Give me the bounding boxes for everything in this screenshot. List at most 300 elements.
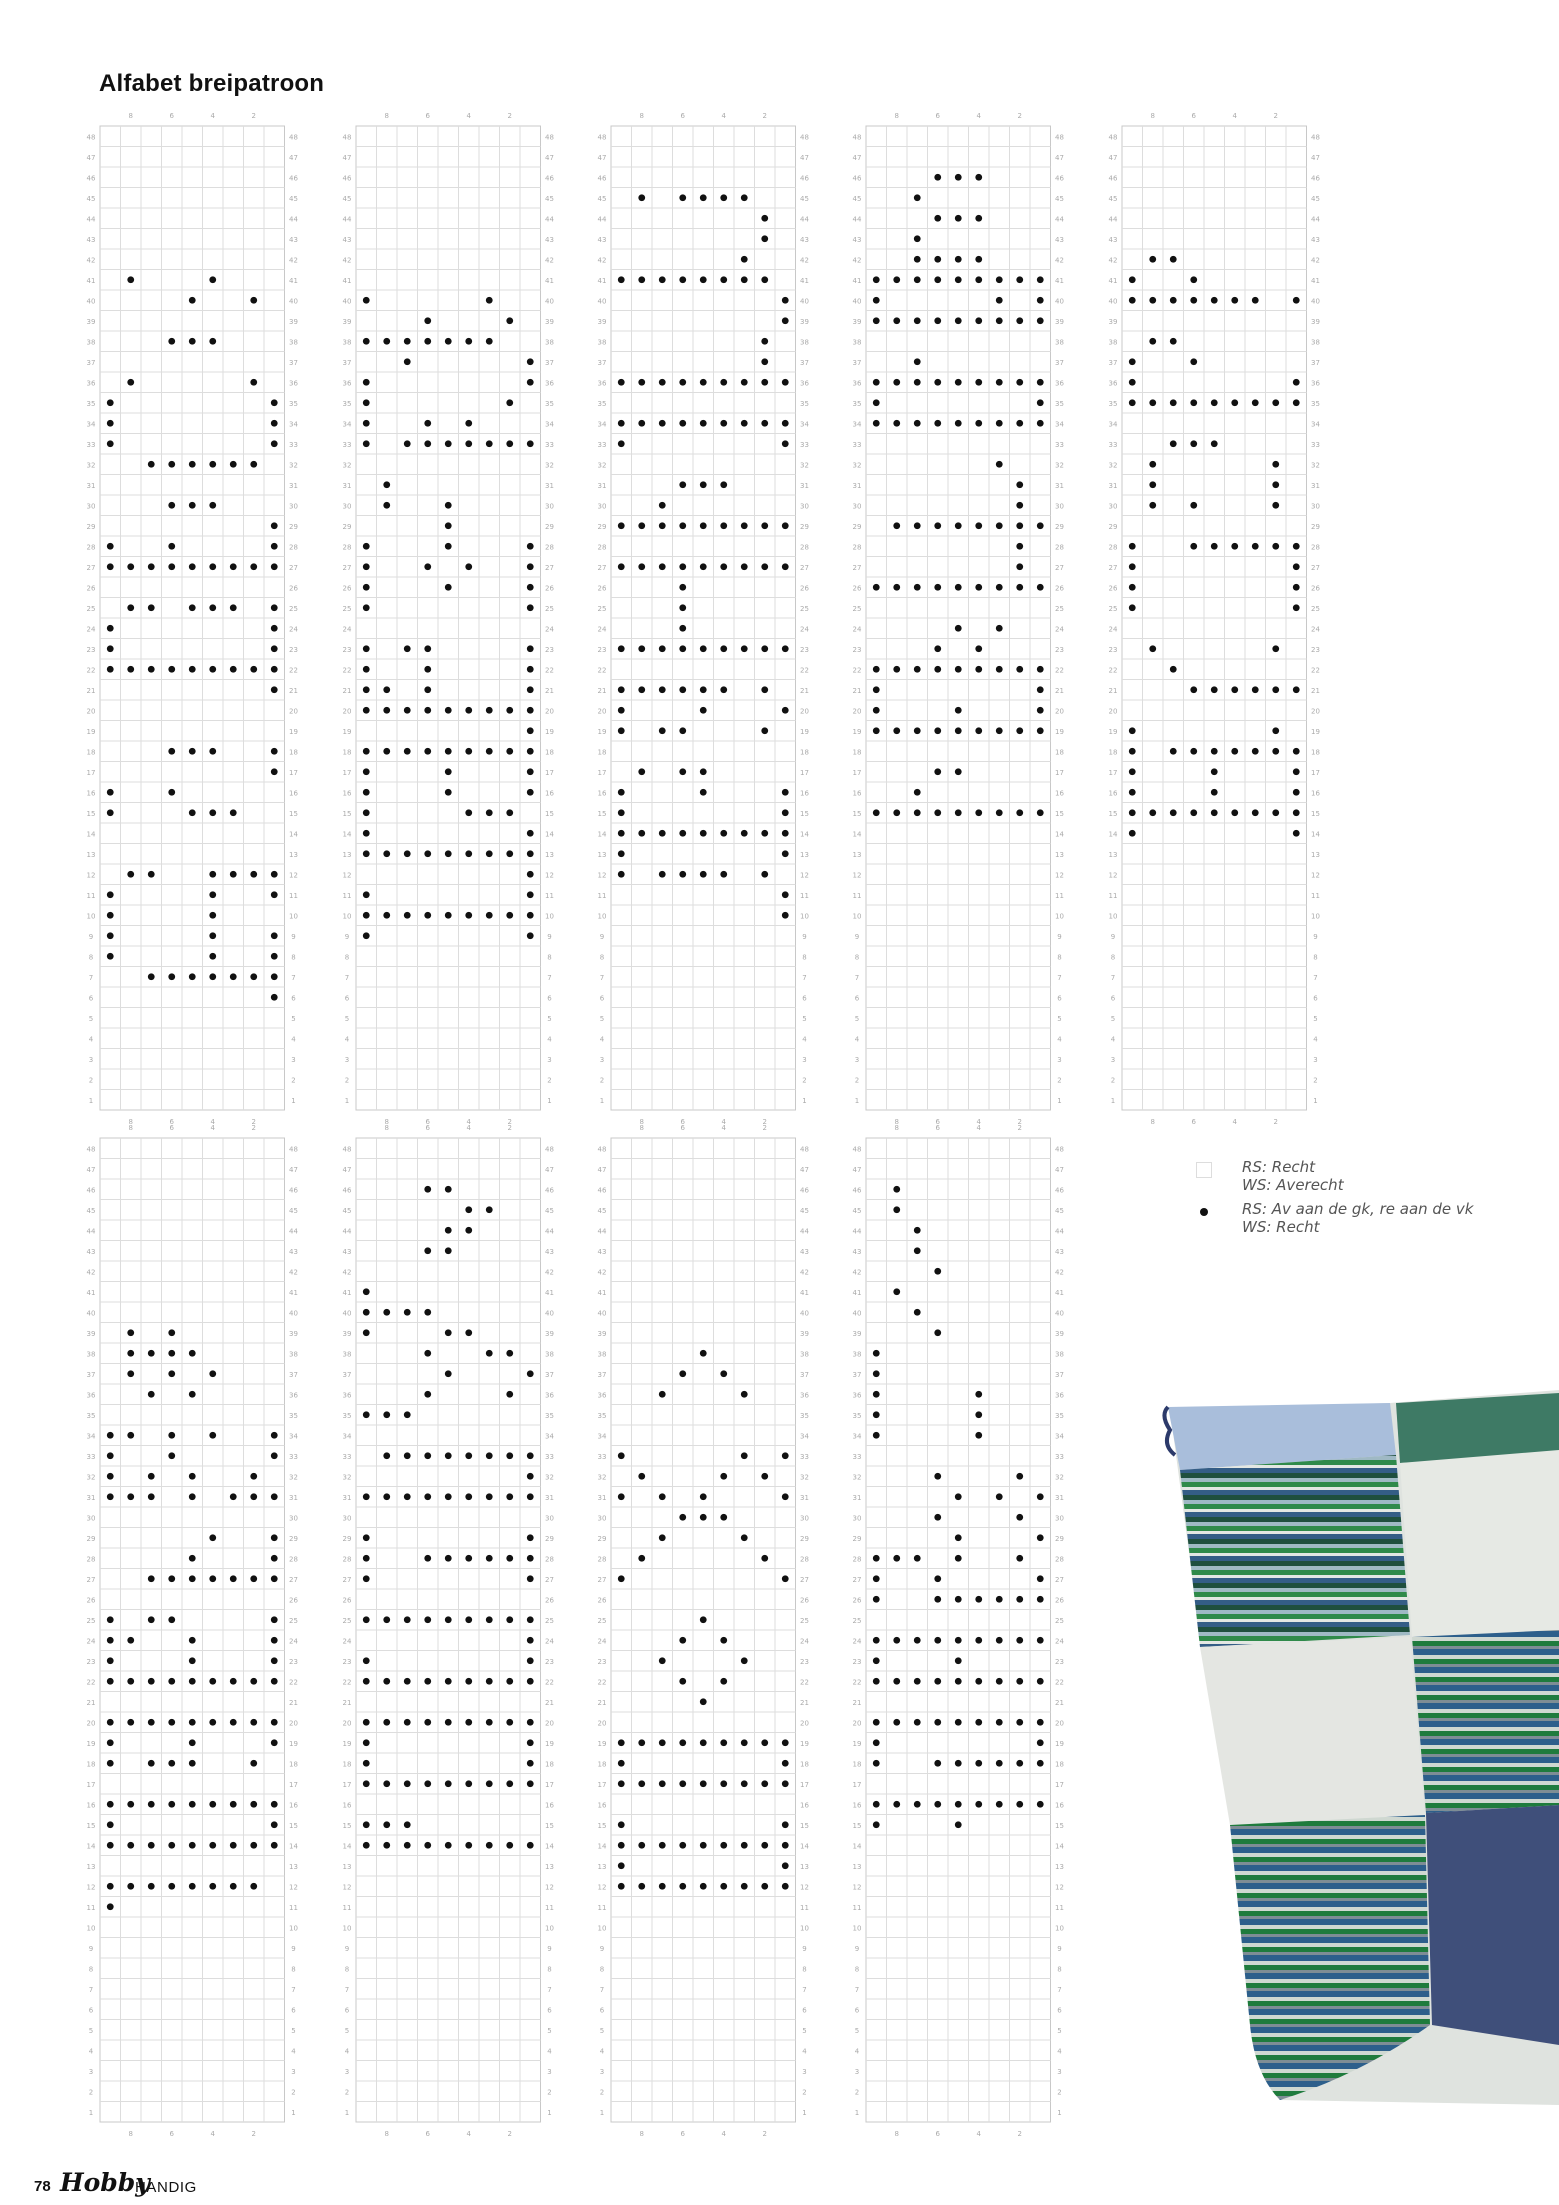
purl-dot (189, 1637, 196, 1644)
row-number-label: 14 (545, 1842, 554, 1851)
row-number-label: 37 (342, 1370, 352, 1379)
purl-dot (761, 522, 768, 529)
column-tick-label: 8 (384, 1124, 389, 1132)
purl-dot (424, 1555, 431, 1562)
row-number-label: 22 (86, 1678, 96, 1687)
legend (1196, 1158, 1526, 1242)
purl-dot (934, 809, 941, 816)
row-number-label: 28 (1055, 543, 1064, 552)
purl-dot (506, 748, 513, 755)
purl-dot (996, 1719, 1003, 1726)
purl-dot (506, 912, 513, 919)
purl-dot (996, 461, 1003, 468)
purl-dot (107, 1760, 114, 1767)
purl-dot (873, 1760, 880, 1767)
purl-dot (527, 748, 534, 755)
row-number-label: 1 (291, 2108, 296, 2117)
row-number-label: 30 (545, 502, 554, 511)
row-number-label: 38 (852, 1350, 862, 1359)
dot-icon (1196, 1204, 1212, 1220)
purl-dot (659, 1883, 666, 1890)
purl-dot (404, 1616, 411, 1623)
row-number-label: 35 (545, 1411, 554, 1420)
row-number-label: 19 (597, 1739, 607, 1748)
purl-dot (250, 1575, 257, 1582)
purl-dot (107, 399, 114, 406)
row-number-label: 7 (802, 1985, 807, 1994)
row-number-label: 41 (597, 1288, 607, 1297)
row-number-label: 36 (342, 379, 352, 388)
row-number-label: 36 (86, 1391, 96, 1400)
row-number-label: 25 (342, 604, 352, 613)
purl-dot (404, 645, 411, 652)
purl-dot (404, 1309, 411, 1316)
row-number-label: 27 (597, 1575, 607, 1584)
purl-dot (209, 461, 216, 468)
row-number-label: 6 (802, 2006, 807, 2015)
purl-dot (914, 809, 921, 816)
purl-dot (1037, 522, 1044, 529)
row-number-label: 28 (86, 543, 96, 552)
row-number-label: 38 (86, 338, 96, 347)
row-number-label: 3 (802, 2067, 807, 2076)
row-number-label: 2 (854, 1076, 860, 1085)
purl-dot (148, 1760, 155, 1767)
row-number-label: 6 (291, 2006, 296, 2015)
row-number-label: 31 (1055, 481, 1064, 490)
row-number-label: 17 (597, 768, 607, 777)
row-number-label: 25 (597, 1616, 607, 1625)
purl-dot (189, 973, 196, 980)
purl-dot (1293, 748, 1300, 755)
purl-dot (148, 1493, 155, 1500)
row-number-label: 2 (88, 1076, 94, 1085)
purl-dot (363, 1493, 370, 1500)
row-number-label: 29 (342, 1534, 352, 1543)
purl-dot (659, 686, 666, 693)
purl-dot (404, 850, 411, 857)
purl-dot (720, 481, 727, 488)
row-number-label: 36 (852, 1391, 862, 1400)
row-number-label: 1 (1057, 2108, 1062, 2117)
row-number-label: 47 (545, 153, 554, 162)
purl-dot (638, 420, 645, 427)
row-number-label: 9 (802, 1944, 807, 1953)
purl-dot (782, 420, 789, 427)
row-number-label: 1 (599, 1096, 605, 1105)
row-number-label: 34 (597, 420, 607, 429)
purl-dot (189, 1575, 196, 1582)
row-number-label: 37 (342, 358, 352, 367)
row-number-label: 13 (852, 850, 862, 859)
row-number-label: 21 (800, 1698, 809, 1707)
row-number-label: 14 (86, 1842, 96, 1851)
knitting-chart-5 (1104, 106, 1325, 1130)
row-number-label: 30 (86, 502, 96, 511)
row-number-label: 19 (86, 727, 96, 736)
row-number-label: 36 (289, 1391, 298, 1400)
purl-dot (148, 973, 155, 980)
row-number-label: 17 (852, 1780, 862, 1789)
purl-dot (618, 707, 625, 714)
row-number-label: 33 (545, 1452, 554, 1461)
purl-dot (873, 1575, 880, 1582)
purl-dot (127, 1678, 134, 1685)
purl-dot (1272, 502, 1279, 509)
row-number-label: 9 (599, 932, 605, 941)
purl-dot (445, 338, 452, 345)
row-number-label: 29 (597, 1534, 607, 1543)
row-number-label: 37 (289, 358, 298, 367)
row-number-label: 20 (800, 1719, 809, 1728)
row-number-label: 47 (852, 1165, 862, 1174)
row-number-label: 8 (547, 953, 552, 962)
row-number-label: 1 (344, 2108, 350, 2117)
row-number-label: 35 (86, 399, 96, 408)
purl-dot (209, 338, 216, 345)
purl-dot (527, 358, 534, 365)
row-number-label: 46 (1311, 174, 1320, 183)
row-number-label: 35 (342, 399, 352, 408)
purl-dot (914, 358, 921, 365)
row-number-label: 18 (800, 1760, 809, 1769)
row-number-label: 12 (852, 871, 862, 880)
row-number-label: 11 (852, 891, 862, 900)
row-number-label: 10 (289, 1924, 298, 1933)
row-number-label: 30 (597, 502, 607, 511)
row-number-label: 35 (1055, 1411, 1064, 1420)
row-number-label: 38 (800, 338, 809, 347)
purl-dot (271, 420, 278, 427)
purl-dot (893, 1678, 900, 1685)
row-number-label: 38 (1055, 1350, 1064, 1359)
purl-dot (1037, 379, 1044, 386)
purl-dot (383, 707, 390, 714)
purl-dot (659, 1391, 666, 1398)
purl-dot (107, 1473, 114, 1480)
purl-dot (506, 1842, 513, 1849)
purl-dot (934, 768, 941, 775)
purl-dot (1190, 399, 1197, 406)
row-number-label: 13 (597, 1862, 607, 1871)
purl-dot (445, 1329, 452, 1336)
purl-dot (271, 1637, 278, 1644)
row-number-label: 12 (1108, 871, 1118, 880)
purl-dot (1231, 809, 1238, 816)
column-tick-label: 4 (721, 1118, 726, 1126)
row-number-label: 3 (1313, 1055, 1318, 1064)
purl-dot (271, 522, 278, 529)
row-number-label: 2 (599, 1076, 605, 1085)
column-tick-label: 8 (894, 1124, 899, 1132)
purl-dot (1170, 399, 1177, 406)
row-number-label: 27 (289, 1575, 298, 1584)
row-number-label: 22 (597, 666, 607, 675)
row-number-label: 11 (342, 1903, 352, 1912)
row-number-label: 35 (597, 399, 607, 408)
purl-dot (506, 1616, 513, 1623)
purl-dot (250, 1801, 257, 1808)
row-number-label: 21 (597, 1698, 607, 1707)
purl-dot (271, 871, 278, 878)
row-number-label: 23 (852, 645, 862, 654)
purl-dot (168, 1719, 175, 1726)
purl-dot (1293, 830, 1300, 837)
purl-dot (1129, 297, 1136, 304)
purl-dot (107, 789, 114, 796)
row-number-label: 31 (86, 481, 96, 490)
row-number-label: 4 (599, 2047, 605, 2056)
row-number-label: 32 (545, 461, 554, 470)
purl-dot (638, 276, 645, 283)
row-number-label: 17 (86, 1780, 96, 1789)
row-number-label: 27 (1055, 1575, 1064, 1584)
purl-dot (996, 297, 1003, 304)
column-tick-label: 8 (639, 1124, 644, 1132)
purl-dot (527, 727, 534, 734)
purl-dot (527, 584, 534, 591)
row-number-label: 45 (597, 1206, 607, 1215)
purl-dot (1016, 1596, 1023, 1603)
purl-dot (424, 850, 431, 857)
row-number-label: 17 (1311, 768, 1320, 777)
column-tick-label: 8 (384, 112, 389, 120)
row-number-label: 24 (545, 1637, 554, 1646)
row-number-label: 9 (344, 1944, 350, 1953)
row-number-label: 47 (342, 153, 352, 162)
row-number-label: 45 (545, 194, 554, 203)
row-number-label: 33 (852, 1452, 862, 1461)
row-number-label: 19 (1108, 727, 1118, 736)
purl-dot (148, 1616, 155, 1623)
row-number-label: 41 (1055, 276, 1064, 285)
row-number-label: 34 (597, 1432, 607, 1441)
purl-dot (1129, 584, 1136, 591)
purl-dot (363, 604, 370, 611)
row-number-label: 41 (800, 1288, 809, 1297)
purl-dot (465, 912, 472, 919)
column-tick-label: 2 (507, 1124, 512, 1132)
purl-dot (934, 1329, 941, 1336)
purl-dot (618, 1883, 625, 1890)
purl-dot (700, 194, 707, 201)
purl-dot (955, 1760, 962, 1767)
purl-dot (271, 1452, 278, 1459)
row-number-label: 24 (1108, 625, 1118, 634)
purl-dot (506, 1555, 513, 1562)
row-number-label: 15 (545, 809, 554, 818)
column-tick-label: 6 (935, 2130, 940, 2138)
purl-dot (1016, 584, 1023, 591)
row-number-label: 15 (852, 1821, 862, 1830)
row-number-label: 27 (86, 1575, 96, 1584)
purl-dot (761, 686, 768, 693)
purl-dot (107, 1637, 114, 1644)
purl-dot (107, 1903, 114, 1910)
purl-dot (465, 1555, 472, 1562)
purl-dot (1231, 399, 1238, 406)
purl-dot (700, 1883, 707, 1890)
purl-dot (404, 1719, 411, 1726)
purl-dot (127, 1329, 134, 1336)
purl-dot (527, 1780, 534, 1787)
row-number-label: 17 (342, 768, 352, 777)
row-number-label: 40 (545, 297, 554, 306)
purl-dot (230, 1719, 237, 1726)
row-number-label: 3 (1057, 1055, 1062, 1064)
row-number-label: 41 (800, 276, 809, 285)
purl-dot (720, 1678, 727, 1685)
row-number-label: 6 (599, 2006, 605, 2015)
purl-dot (445, 1780, 452, 1787)
row-number-label: 17 (86, 768, 96, 777)
purl-dot (1272, 809, 1279, 816)
purl-dot (486, 1719, 493, 1726)
purl-dot (720, 645, 727, 652)
purl-dot (873, 1678, 880, 1685)
purl-dot (107, 1678, 114, 1685)
row-number-label: 8 (854, 1965, 860, 1974)
row-number-label: 34 (1311, 420, 1320, 429)
row-number-label: 2 (1313, 1076, 1318, 1085)
purl-dot (1272, 399, 1279, 406)
purl-dot (250, 871, 257, 878)
purl-dot (527, 440, 534, 447)
row-number-label: 11 (342, 891, 352, 900)
purl-dot (1016, 809, 1023, 816)
column-tick-label: 6 (680, 1124, 685, 1132)
purl-dot (955, 1657, 962, 1664)
purl-dot (1129, 379, 1136, 386)
purl-dot (1037, 1637, 1044, 1644)
row-number-label: 47 (597, 1165, 607, 1174)
row-number-label: 30 (1055, 1514, 1064, 1523)
row-number-label: 46 (342, 174, 352, 183)
row-number-label: 38 (545, 1350, 554, 1359)
purl-dot (127, 871, 134, 878)
column-tick-label: 2 (251, 1124, 256, 1132)
row-number-label: 18 (545, 1760, 554, 1769)
row-number-label: 39 (342, 317, 352, 326)
purl-dot (465, 1206, 472, 1213)
purl-dot (700, 1698, 707, 1705)
column-tick-label: 6 (425, 1118, 430, 1126)
purl-dot (271, 1493, 278, 1500)
row-number-label: 1 (1313, 1096, 1318, 1105)
row-number-label: 19 (86, 1739, 96, 1748)
column-tick-label: 8 (894, 1118, 899, 1126)
purl-dot (618, 276, 625, 283)
purl-dot (782, 317, 789, 324)
purl-dot (1037, 317, 1044, 324)
row-number-label: 9 (547, 1944, 552, 1953)
row-number-label: 7 (1313, 973, 1318, 982)
purl-dot (250, 1719, 257, 1726)
row-number-label: 25 (800, 1616, 809, 1625)
purl-dot (424, 1452, 431, 1459)
row-number-label: 20 (1108, 707, 1118, 716)
purl-dot (189, 1739, 196, 1746)
purl-dot (720, 194, 727, 201)
purl-dot (914, 317, 921, 324)
row-number-label: 24 (597, 625, 607, 634)
row-number-label: 21 (597, 686, 607, 695)
row-number-label: 22 (289, 666, 298, 675)
row-number-label: 23 (852, 1657, 862, 1666)
purl-dot (271, 1842, 278, 1849)
purl-dot (168, 1842, 175, 1849)
purl-dot (618, 1575, 625, 1582)
row-number-label: 47 (545, 1165, 554, 1174)
purl-dot (527, 1534, 534, 1541)
row-number-label: 43 (1311, 235, 1320, 244)
purl-dot (189, 1555, 196, 1562)
row-number-label: 3 (291, 2067, 296, 2076)
purl-dot (741, 379, 748, 386)
purl-dot (975, 1596, 982, 1603)
purl-dot (506, 317, 513, 324)
column-tick-label: 6 (1191, 112, 1196, 120)
purl-dot (363, 1309, 370, 1316)
purl-dot (271, 440, 278, 447)
purl-dot (527, 1555, 534, 1562)
purl-dot (424, 420, 431, 427)
row-number-label: 32 (800, 1473, 809, 1482)
row-number-label: 45 (1055, 1206, 1064, 1215)
row-number-label: 7 (854, 1985, 860, 1994)
purl-dot (127, 379, 134, 386)
purl-dot (1037, 420, 1044, 427)
row-number-label: 27 (86, 563, 96, 572)
purl-dot (271, 686, 278, 693)
purl-dot (720, 1514, 727, 1521)
purl-dot (230, 461, 237, 468)
purl-dot (782, 789, 789, 796)
purl-dot (659, 871, 666, 878)
knitting-chart-3 (593, 106, 814, 1130)
purl-dot (363, 1719, 370, 1726)
purl-dot (1272, 645, 1279, 652)
row-number-label: 1 (802, 1096, 807, 1105)
row-number-label: 29 (545, 1534, 554, 1543)
row-number-label: 8 (1313, 953, 1318, 962)
purl-dot (404, 440, 411, 447)
row-number-label: 12 (86, 1883, 96, 1892)
purl-dot (955, 1555, 962, 1562)
row-number-label: 21 (1108, 686, 1118, 695)
row-number-label: 7 (854, 973, 860, 982)
purl-dot (527, 850, 534, 857)
purl-dot (230, 1678, 237, 1685)
row-number-label: 9 (547, 932, 552, 941)
row-number-label: 26 (852, 1596, 862, 1605)
purl-dot (720, 1780, 727, 1787)
row-number-label: 13 (852, 1862, 862, 1871)
purl-dot (782, 912, 789, 919)
purl-dot (679, 522, 686, 529)
row-number-label: 2 (802, 1076, 807, 1085)
row-number-label: 45 (1055, 194, 1064, 203)
purl-dot (107, 440, 114, 447)
row-number-label: 13 (1108, 850, 1118, 859)
row-number-label: 17 (289, 1780, 298, 1789)
row-number-label: 37 (597, 1370, 607, 1379)
purl-dot (618, 420, 625, 427)
row-number-label: 28 (545, 1555, 554, 1564)
row-number-label: 12 (1055, 1883, 1064, 1892)
row-number-label: 5 (344, 1014, 350, 1023)
purl-dot (445, 768, 452, 775)
